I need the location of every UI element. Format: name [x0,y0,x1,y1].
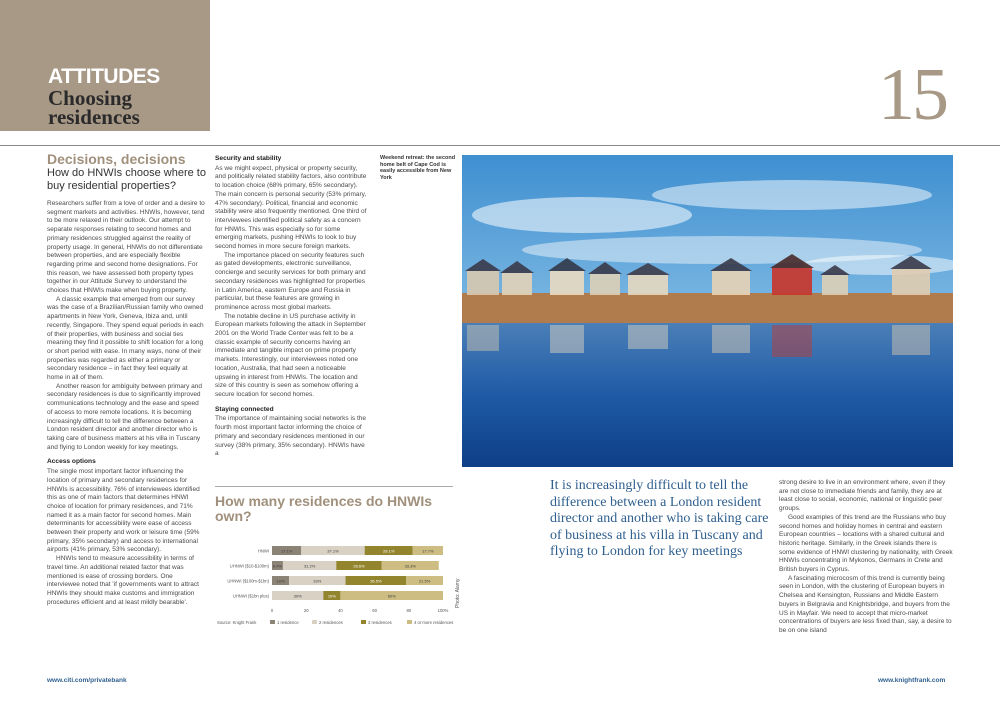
photo-credit: Photo: Alamy [455,578,461,608]
chart-x-tick: 60 [372,608,377,613]
article-subheading: How do HNWIs choose where to buy residential properties? [47,167,206,192]
chart-legend-swatch [270,620,275,624]
chart-data-label: 35.5% [370,578,382,584]
chart-data-label: 60% [387,593,396,599]
chart-title: How many residences do HNWIs own? [215,493,433,524]
chart-legend-label: 1 residence [277,620,299,625]
section-label: ATTITUDES [48,65,160,88]
chart-data-label: 10% [327,593,336,599]
chart-data-label: 30% [293,593,302,599]
page-number: 15 [878,54,946,136]
connected-heading: Staying connected [215,405,274,413]
chart-category-label: HNWI [257,548,269,554]
top-divider [0,145,1000,146]
chart-legend-swatch [407,620,412,624]
photo-caption: Weekend retreat: the second home belt of Cape Cod is easily accessible from New York [380,155,456,181]
paragraph: The single most important factor influencing the location of primary and secondary residences for HNWIs is accessibility. 76% of interviewees identified this as one of main factors that determines HNWI choice of location for primary residences, and 71% named it as a main factor for second homes. Main determinants for accessibility were ease of access between their property and work or leisure time (59% primary, 35% secondary) and access to international airports (41% primary, 53% secondary). [47,468,200,554]
chart-data-label: 33.3% [404,563,416,569]
text-column-1 [47,200,205,607]
chart-legend-swatch [361,620,366,624]
chart-data-label: 37.1% [327,548,339,554]
chart-category-label: UHNWI ($10-$100m) [229,563,269,569]
chart-category-label: UHNWI ($1bn plus) [232,593,269,599]
chart-x-tick: 0 [270,608,274,613]
chart-data-label: 6.4% [272,563,283,569]
chart-data-label: 17.7% [422,548,434,554]
chart-data-label: 31.2% [303,563,316,569]
photo-illustration [462,155,953,467]
chart-source: Source: Knight Frank [217,620,257,625]
chart-data-label: 10% [276,578,285,584]
paragraph: Researchers suffer from a love of order and a desire to segment markets and activities. HNWIs, however, tend to be more relaxed in their outlook. Our attempt to separate responses relating to second homes and primary residences struggled against the reality of property usage. In general, HNWIs do not differentiate between properties, and are especially flexible regarding prime and second home designations. For this reason, we have assessed both property types together in our Attitude Survey to understand the choices that HNWIs make when buying property. [47,200,205,295]
article-heading: Decisions, decisions [47,151,186,167]
residences-chart [215,540,455,630]
paragraph: A fascinating microcosm of this trend is currently being seen in London, with the clustering of European buyers in Chelsea and Kensington, Russians and Middle Eastern buyers in Belgravia and Knightsbridge, and buyers from the US in Mayfair. We need to accept that micro-market concentrations of buyers are less fixed than, say, a desire to be on one island [779,574,952,634]
chart-data-label: 28.1% [383,548,395,554]
paragraph: strong desire to live in an environment where, even if they are not close to immediate friends and family, they are at least close to social, economic, national or linguistic peer groups. [779,479,946,513]
pull-quote: It is increasingly difficult to tell the difference between a London resident director and another who is taking care of business at his villa in Tuscany and flying to London for key meetings [550,478,769,560]
paragraph: The importance placed on security features such as gated developments, electronic surveillance, concierge and security services for both primary and secondary residences was highlighted for properties in Latin America, eastern Europe and Russia in particular, but these features are growing in prominence across most global markets. [215,251,366,311]
access-heading: Access options [47,458,96,466]
paragraph: The notable decline in US purchase activity in European markets following the attack in September 2001 on the World Trade Center was felt to be a classic example of security concerns having an immediate and tangible impact on prime property markets. Interestingly, our interviewees noted one location, Australia, that had seen a noticeable upswing in interest from HNWIs. The location and size of this country is seen as somehow offering a secure location for second homes. [215,312,366,398]
chart-divider [215,486,453,487]
chart-data-label: 21.5% [418,578,431,584]
cape-cod-photo [462,155,953,467]
page-title-line-1: Choosing [48,86,133,110]
paragraph: Another reason for ambiguity between primary and secondary residences is due to significantly improved communications technology and the ease and speed of access to more remote locations. It is becoming increasingly difficult to tell the difference between a London resident director and another director who is taking care of business matters at his villa in Tuscany and flying to London weekly for key meetings. [47,382,202,451]
chart-data-label: 17.1% [280,548,293,554]
paragraph: A classic example that emerged from our survey was the case of a Brazilian/Russian family who owned apartments in New York, Geneva, Ibiza and, until recently, Singapore. They spend equal periods in each of their properties, with business and social ties meaning they find it possible to shift location for a long or short period with ease. In many ways, none of their properties was regarded as either a primary or secondary residence – in fact they feel equally at home in all of them. [47,295,204,382]
paragraph: The importance of maintaining social networks is the fourth most important factor informing the choice of primary and secondary residences mentioned in our survey (38% primary, 35% secondary). HNWIs have a [215,415,367,458]
page-title [48,86,208,129]
page-title-line-2: residences [48,105,140,129]
footer-citi-link[interactable]: www.citi.com/privatebank [47,677,127,684]
chart-category-label: UHNWI ($100m-$1bn) [227,578,269,584]
text-column-2 [215,155,367,459]
chart-data-label: 26.6% [353,563,365,569]
chart-x-tick: 20 [303,608,309,613]
chart-x-tick: 100% [437,608,449,613]
article-heading-block [47,151,207,192]
paragraph: As we might expect, physical or property security, and politically related stability factors, also contribute to location choice (68% primary, 65% secondary). The main concern is personal security (53% primary, 47% secondary). Political, financial and economic stability were also frequently mentioned. One third of interviewees identified political safety as a concern for HNWIs. This was especially so for some emerging markets, pushing HNWIs to look to buy second homes in more secure foreign markets. [215,164,367,251]
chart-x-tick: 80 [406,608,412,613]
chart-legend-label: 3 residences [368,620,392,625]
text-column-4 [779,479,954,636]
footer-knightfrank-link[interactable]: www.knightfrank.com [878,677,946,684]
security-heading: Security and stability [215,155,282,162]
paragraph: HNWIs tend to measure accessibility in terms of travel time. An additional related factor that was mentioned is ease of crossing borders. One interviewee noted that 'if governments want to attract HNWIs they should make customs and immigration procedures efficient and at least mildly bearable'. [47,555,199,606]
chart-legend-label: 2 residences [319,620,343,625]
chart-legend-swatch [312,620,317,624]
chart-data-label: 33% [313,578,322,584]
chart-x-tick: 40 [338,608,343,613]
chart-legend-label: 4 or more residences [414,620,454,625]
paragraph: Good examples of this trend are the Russians who buy second homes and holiday homes in central and eastern European countries – locations with a shared cultural and historic heritage. Similarly, in the Greek islands there is some evidence of HNWI clustering by nationality, with Greek HNWIs concentrating in Mykonos, Germans in Crete and British buyers in Cyprus. [779,513,953,574]
